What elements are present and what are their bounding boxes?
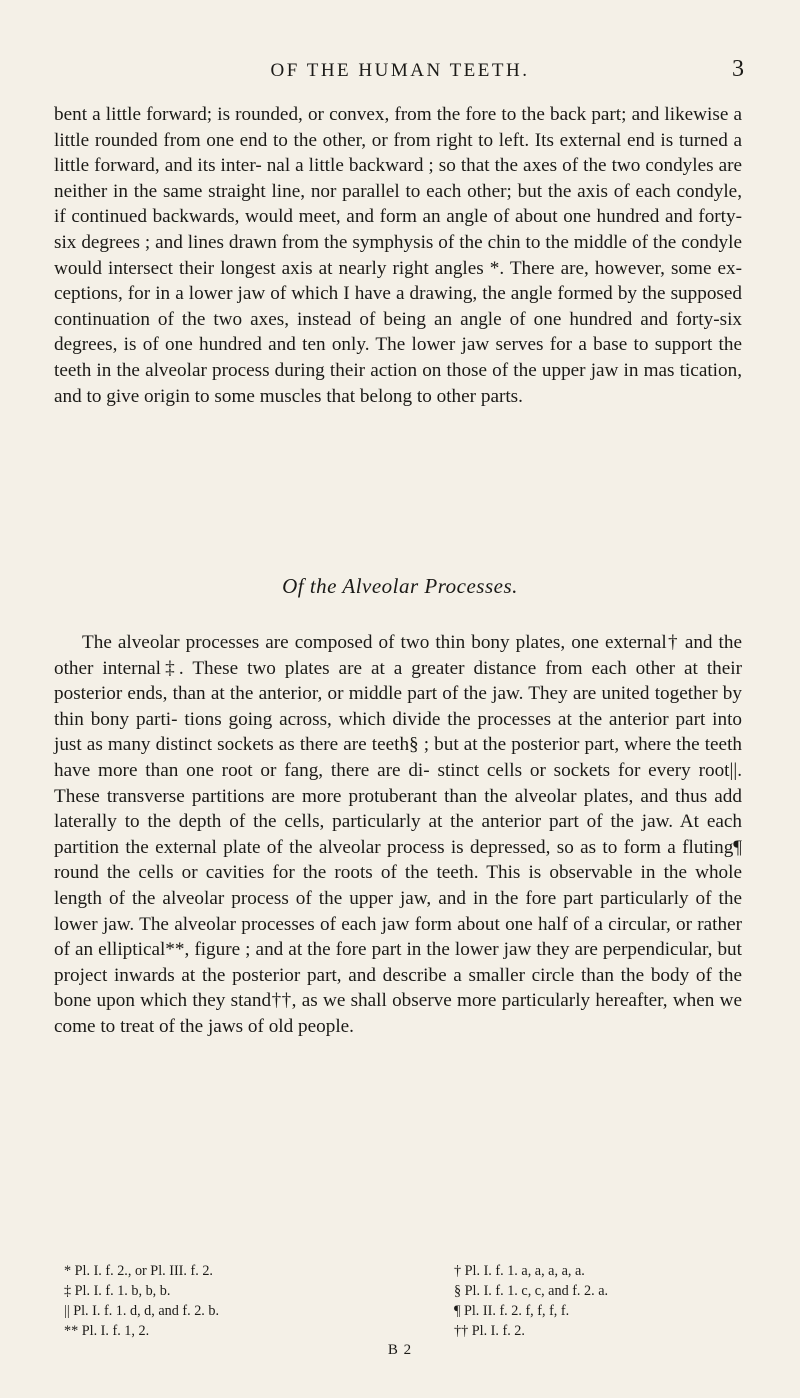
paragraph-condyle: bent a little forward; is rounded, or convex, from the fore to the back part; and likewise a little rounded from one end to the other, or from right to left. Its external end is turned a little forward, and its inter- nal a little backward ; so that the axes of the two condyles are neither in the same straight line, nor parallel to each other; but the axis of each condyle, if continued backwards, would meet, and form an angle of about one hundred and forty-six degrees ; and lines drawn from the symphysis of the chin to the middle of the condyle would intersect their longest axis at nearly right angles *. There are, however, some ex- ceptions, for in a lower jaw of which I have a drawing, the angle formed by the supposed continuation of the two axes, instead of being an angle of one hundred and forty-six degrees, is of one hundred and ten only. The lower jaw serves for a base to support the teeth in the alveolar process during their action on those of the upper jaw in mas tication, and to give origin to some muscles that belong to other parts. (54, 104, 742, 407)
footnote: § Pl. I. f. 1. c, c, and f. 2. a. (454, 1283, 609, 1299)
footnote: * Pl. I. f. 2., or Pl. III. f. 2. (64, 1263, 213, 1279)
footnotes-left-column (64, 1261, 394, 1341)
signature-mark: B 2 (387, 1342, 413, 1358)
running-title: OF THE HUMAN TEETH. (270, 60, 530, 81)
footnote: ‡ Pl. I. f. 1. b, b, b. (64, 1283, 171, 1299)
paragraph-alveolar-processes: The alveolar processes are composed of two thin bony plates, one external† and the other internal‡. These two plates are at a greater distance from each other at their posterior ends, than at the anterior, or middle part of the jaw. They are united together by thin bony parti- tions going across, which divide the processes at the anterior part into just as many distinct sockets as there are teeth§ ; but at the posterior part, where the teeth have more than one root or fang, there are di- stinct cells or sockets for every root||. These transverse partitions are more protuberant than the alveolar plates, and thus add laterally to the depth of the cells, particularly at the anterior part of the jaw. At each partition the external plate of the alveolar process is depressed, so as to form a fluting¶ round the cells or cavities for the roots of the teeth. This is observable in the whole length of the alveolar process of the upper jaw, and in the fore part particularly of the lower jaw. The alveolar processes of each jaw form about one half of a circular, or rather of an elliptical**, figure ; and at the fore part in the lower jaw they are perpendicular, but project inwards at the posterior part, and describe a smaller circle than the body of the bone upon which they stand††, as we shall observe more particularly hereafter, when we come to treat of the jaws of old people. (54, 632, 742, 1037)
footnote: || Pl. I. f. 1. d, d, and f. 2. b. (64, 1303, 220, 1319)
running-head (0, 56, 800, 90)
footnote: †† Pl. I. f. 2. (454, 1323, 525, 1339)
footnote: ¶ Pl. II. f. 2. f, f, f, f. (454, 1303, 570, 1319)
section-heading: Of the Alveolar Processes. (282, 574, 518, 598)
footnote: † Pl. I. f. 1. a, a, a, a, a. (454, 1263, 585, 1279)
footnotes-right-column (454, 1261, 754, 1341)
footnote: ** Pl. I. f. 1, 2. (64, 1323, 150, 1339)
page-number: 3 (732, 56, 744, 82)
